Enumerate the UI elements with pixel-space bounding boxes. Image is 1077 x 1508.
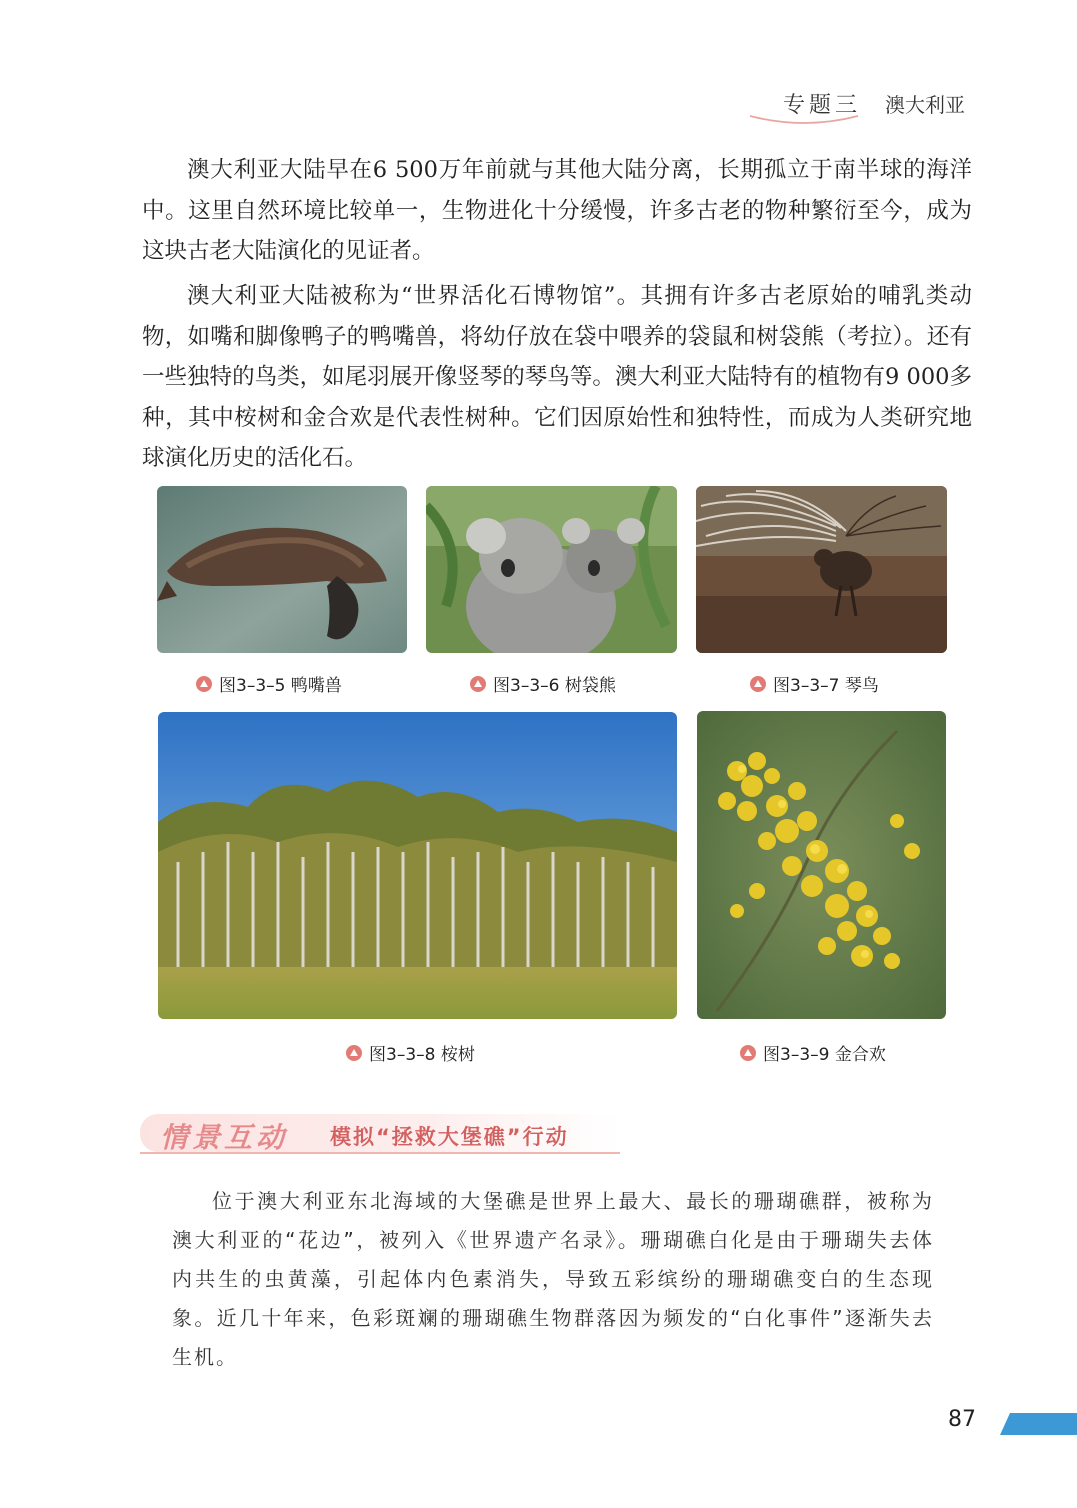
- caption-text: 图3–3–8 桉树: [369, 1045, 475, 1065]
- figure-caption: [346, 1040, 475, 1065]
- section-label: 情景互动: [160, 1121, 289, 1154]
- figure-caption: [196, 671, 342, 696]
- caption-arrow-icon: [470, 676, 486, 692]
- region-label: 澳大利亚: [885, 93, 965, 117]
- caption-arrow-icon: [750, 676, 766, 692]
- caption-text: 图3–3–7 琴鸟: [773, 676, 879, 696]
- page-number: 87: [948, 1407, 976, 1432]
- koala-photo: [426, 486, 677, 653]
- paragraph-isolation: 澳大利亚大陆早在6 500万年前就与其他大陆分离，长期孤立于南半球的海洋中。这里自然环境比较单一，生物进化十分缓慢，许多古老的物种繁衍至今，成为这块古老大陆演化的见证者。: [142, 157, 972, 264]
- page-tab-decoration: [1000, 1413, 1077, 1435]
- platypus-photo: [157, 486, 407, 653]
- figure-caption: [750, 671, 879, 696]
- figure-caption: [470, 671, 616, 696]
- section-title: 模拟“拯救大堡礁”行动: [330, 1125, 569, 1149]
- caption-text: 图3–3–9 金合欢: [763, 1045, 886, 1065]
- wattle-photo: [697, 711, 946, 1019]
- caption-arrow-icon: [740, 1045, 756, 1061]
- caption-text: 图3–3–5 鸭嘴兽: [219, 676, 342, 696]
- lyrebird-photo: [696, 486, 947, 653]
- section-heading: [140, 1110, 620, 1154]
- paragraph-living-fossils: 澳大利亚大陆被称为“世界活化石博物馆”。其拥有许多古老原始的哺乳类动物，如嘴和脚像鸭子的鸭嘴兽，将幼仔放在袋中喂养的袋鼠和树袋熊（考拉）。还有一些独特的鸟类，如尾羽展开像竖琴的琴鸟等。澳大利亚大陆特有的植物有9 000多种，其中桉树和金合欢是代表性树种。它们因原始性和独特性，而成为人类研究地球演化历史的活化石。: [142, 283, 972, 471]
- caption-arrow-icon: [196, 676, 212, 692]
- figure-caption: [740, 1040, 886, 1065]
- caption-text: 图3–3–6 树袋熊: [493, 676, 616, 696]
- eucalyptus-photo: [158, 712, 677, 1019]
- header-decoration: [748, 112, 860, 128]
- topic-label: 专题三: [782, 93, 861, 118]
- paragraph-great-barrier-reef: 位于澳大利亚东北海域的大堡礁是世界上最大、最长的珊瑚礁群，被称为澳大利亚的“花边”，被列入《世界遗产名录》。珊瑚礁白化是由于珊瑚失去体内共生的虫黄藻，引起体内色素消失，导致五彩缤纷的珊瑚礁变白的生态现象。近几十年来，色彩斑斓的珊瑚礁生物群落因为频发的“白化事件”逐渐失去生机。: [172, 1189, 934, 1369]
- caption-arrow-icon: [346, 1045, 362, 1061]
